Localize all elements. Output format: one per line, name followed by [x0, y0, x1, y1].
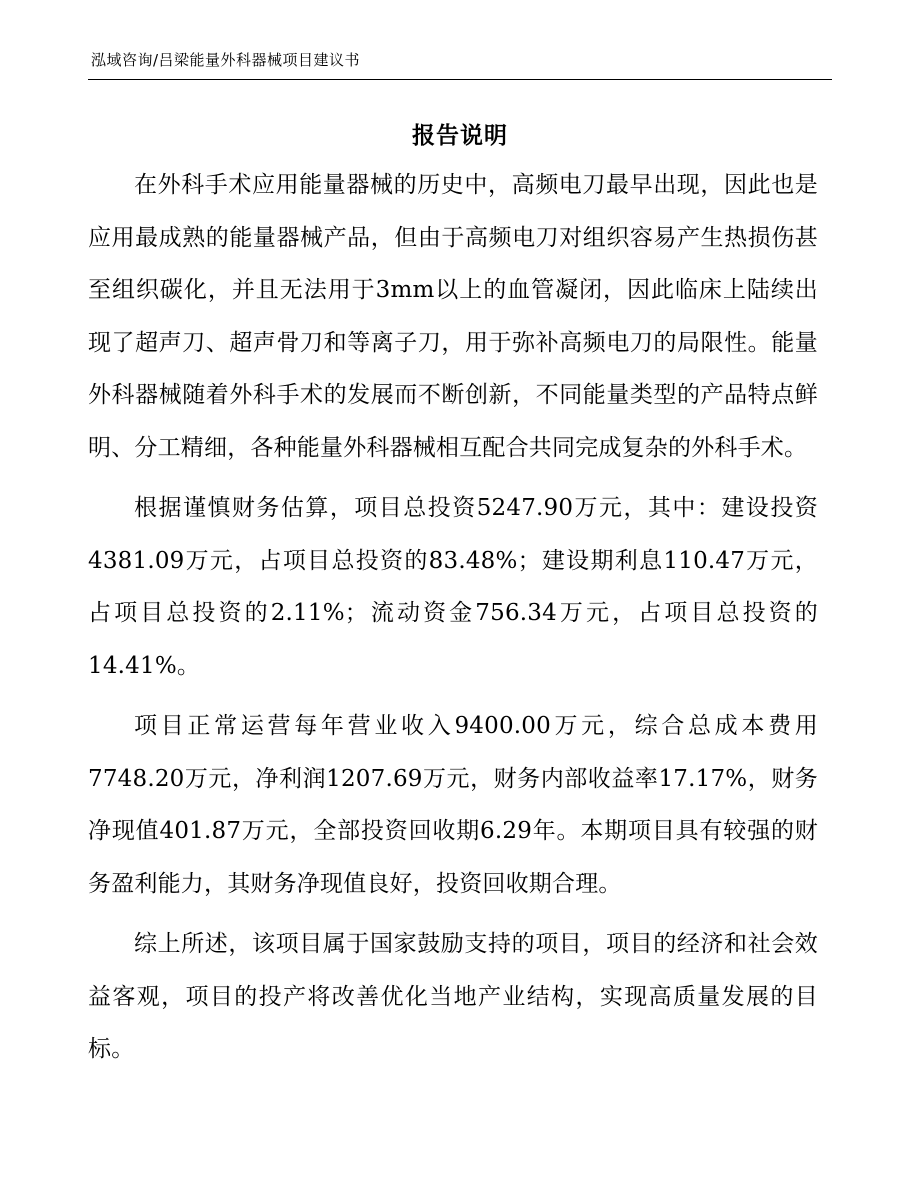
paragraph-investment: 根据谨慎财务估算，项目总投资5247.90万元，其中：建设投资4381.09万元，占项目总投资的83.48%；建设期利息110.47万元，占项目总投资的2.11%；流动资金756.34万元，占项目总投资的14.41%。: [88, 495, 818, 679]
paragraph-conclusion: 综上所述，该项目属于国家鼓励支持的项目，项目的经济和社会效益客观，项目的投产将改善优化当地产业结构，实现高质量发展的目标。: [88, 931, 818, 1062]
paragraph-revenue: 项目正常运营每年营业收入9400.00万元，综合总成本费用7748.20万元，净利润1207.69万元，财务内部收益率17.17%，财务净现值401.87万元，全部投资回收期6.29年。本期项目具有较强的财务盈利能力，其财务净现值良好，投资回收期合理。: [88, 713, 818, 897]
paragraph-intro: 在外科手术应用能量器械的历史中，高频电刀最早出现，因此也是应用最成熟的能量器械产品，但由于高频电刀对组织容易产生热损伤甚至组织碳化，并且无法用于3mm以上的血管凝闭，因此临床上陆续出现了超声刀、超声骨刀和等离子刀，用于弥补高频电刀的局限性。能量外科器械随着外科手术的发展而不断创新，不同能量类型的产品特点鲜明、分工精细，各种能量外科器械相互配合共同完成复杂的外科手术。: [88, 172, 818, 461]
page-title: 报告说明: [412, 122, 508, 149]
body-text: [88, 159, 818, 1076]
header-divider: [88, 79, 832, 80]
running-header: 泓域咨询/吕梁能量外科器械项目建议书: [91, 51, 361, 69]
